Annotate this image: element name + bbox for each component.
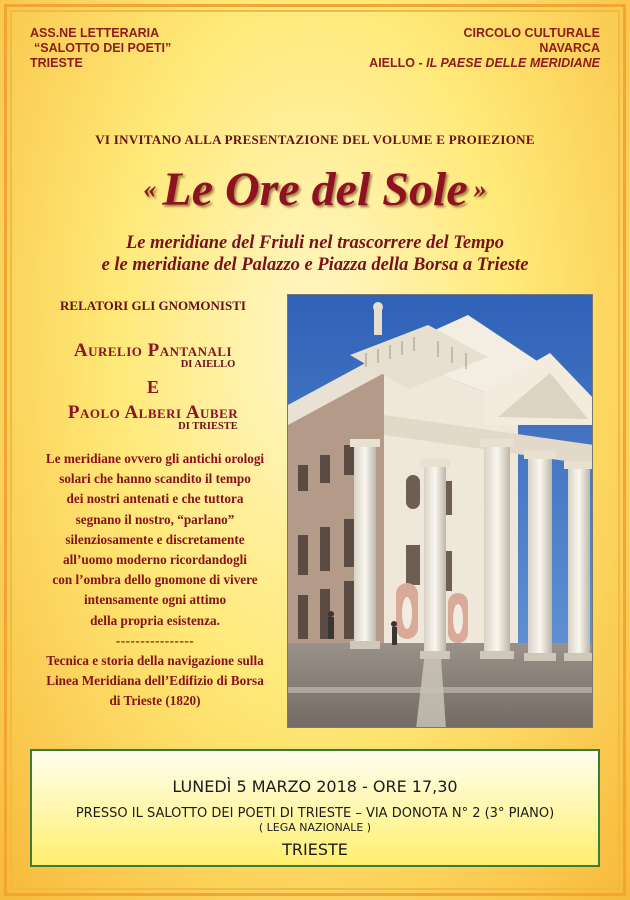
organizer-right-line1: CIRCOLO CULTURALE: [463, 26, 600, 40]
speakers-conjunction: E: [146, 377, 159, 397]
organizer-right-tagline: IL PAESE DELLE MERIDIANE: [426, 56, 600, 70]
event-title: [0, 162, 630, 217]
speaker-2-name: Paolo Alberi Auber: [67, 402, 239, 423]
organizer-left: [30, 26, 171, 71]
organizer-left-line1: ASS.NE LETTERARIA: [30, 26, 160, 40]
event-date-time: LUNEDÌ 5 MARZO 2018 - ORE 17,30: [172, 777, 458, 796]
event-subtitle: [0, 232, 630, 276]
organizer-right-line3: [369, 56, 600, 71]
speaker-1-origin: DI AIELLO: [180, 359, 236, 370]
event-venue-subtitle: ( LEGA NAZIONALE ): [258, 821, 372, 834]
subtitle-line1: Le meridiane del Friuli nel trascorrere del Tempo: [125, 233, 505, 253]
organizer-right-line2: NAVARCA: [539, 41, 600, 55]
description-line: intensamente ogni attimo: [83, 592, 227, 608]
description: [24, 449, 286, 712]
description-line: silenziosamente e discretamente: [65, 531, 245, 547]
title-open-quote: «: [143, 174, 157, 204]
subtitle-line2: e le meridiane del Palazzo e Piazza della Borsa a Trieste: [101, 255, 529, 275]
organizer-right: [369, 26, 600, 71]
palazzo-borsa-photo: [287, 294, 593, 728]
speaker-2: [30, 402, 276, 432]
description-footer-line: Tecnica e storia della navigazione sulla: [46, 653, 264, 669]
event-venue: [30, 806, 600, 833]
description-line: Le meridiane ovvero gli antichi orologi: [45, 451, 265, 466]
description-line: all’uomo moderno ricordandogli: [63, 552, 247, 568]
speaker-1-name: Aurelio Pantanali: [73, 340, 233, 361]
title-text: Le Ore del Sole: [162, 163, 468, 216]
description-footer-line: di Trieste (1820): [109, 693, 201, 709]
description-line: solari che hanno scandito il tempo: [59, 471, 251, 487]
speaker-1: [30, 340, 276, 370]
description-separator: ----------------: [115, 632, 195, 648]
speakers-intro: RELATORI GLI GNOMONISTI: [60, 298, 246, 313]
speaker-2-origin: DI TRIESTE: [178, 421, 238, 432]
organizer-right-town: AIELLO -: [369, 56, 427, 70]
description-footer-line: Linea Meridiana dell’Edifizio di Borsa: [46, 673, 264, 689]
organizer-left-line3: TRIESTE: [30, 56, 83, 70]
organizer-left-line2: “SALOTTO DEI POETI”: [34, 41, 172, 55]
event-city: TRIESTE: [282, 840, 348, 859]
description-line: segnano il nostro, “parlano”: [75, 511, 235, 527]
invitation-line: VI INVITANO ALLA PRESENTAZIONE DEL VOLUME E PROIEZIONE: [95, 132, 535, 147]
description-line: dei nostri antenati e che tuttora: [66, 491, 244, 507]
description-line: della propria esistenza.: [90, 612, 220, 628]
description-line: con l’ombra dello gnomone di vivere: [52, 572, 258, 588]
event-venue-address: PRESSO IL SALOTTO DEI POETI DI TRIESTE – VIA DONOTA N° 2 (3° PIANO): [75, 806, 555, 821]
title-close-quote: »: [473, 174, 487, 204]
